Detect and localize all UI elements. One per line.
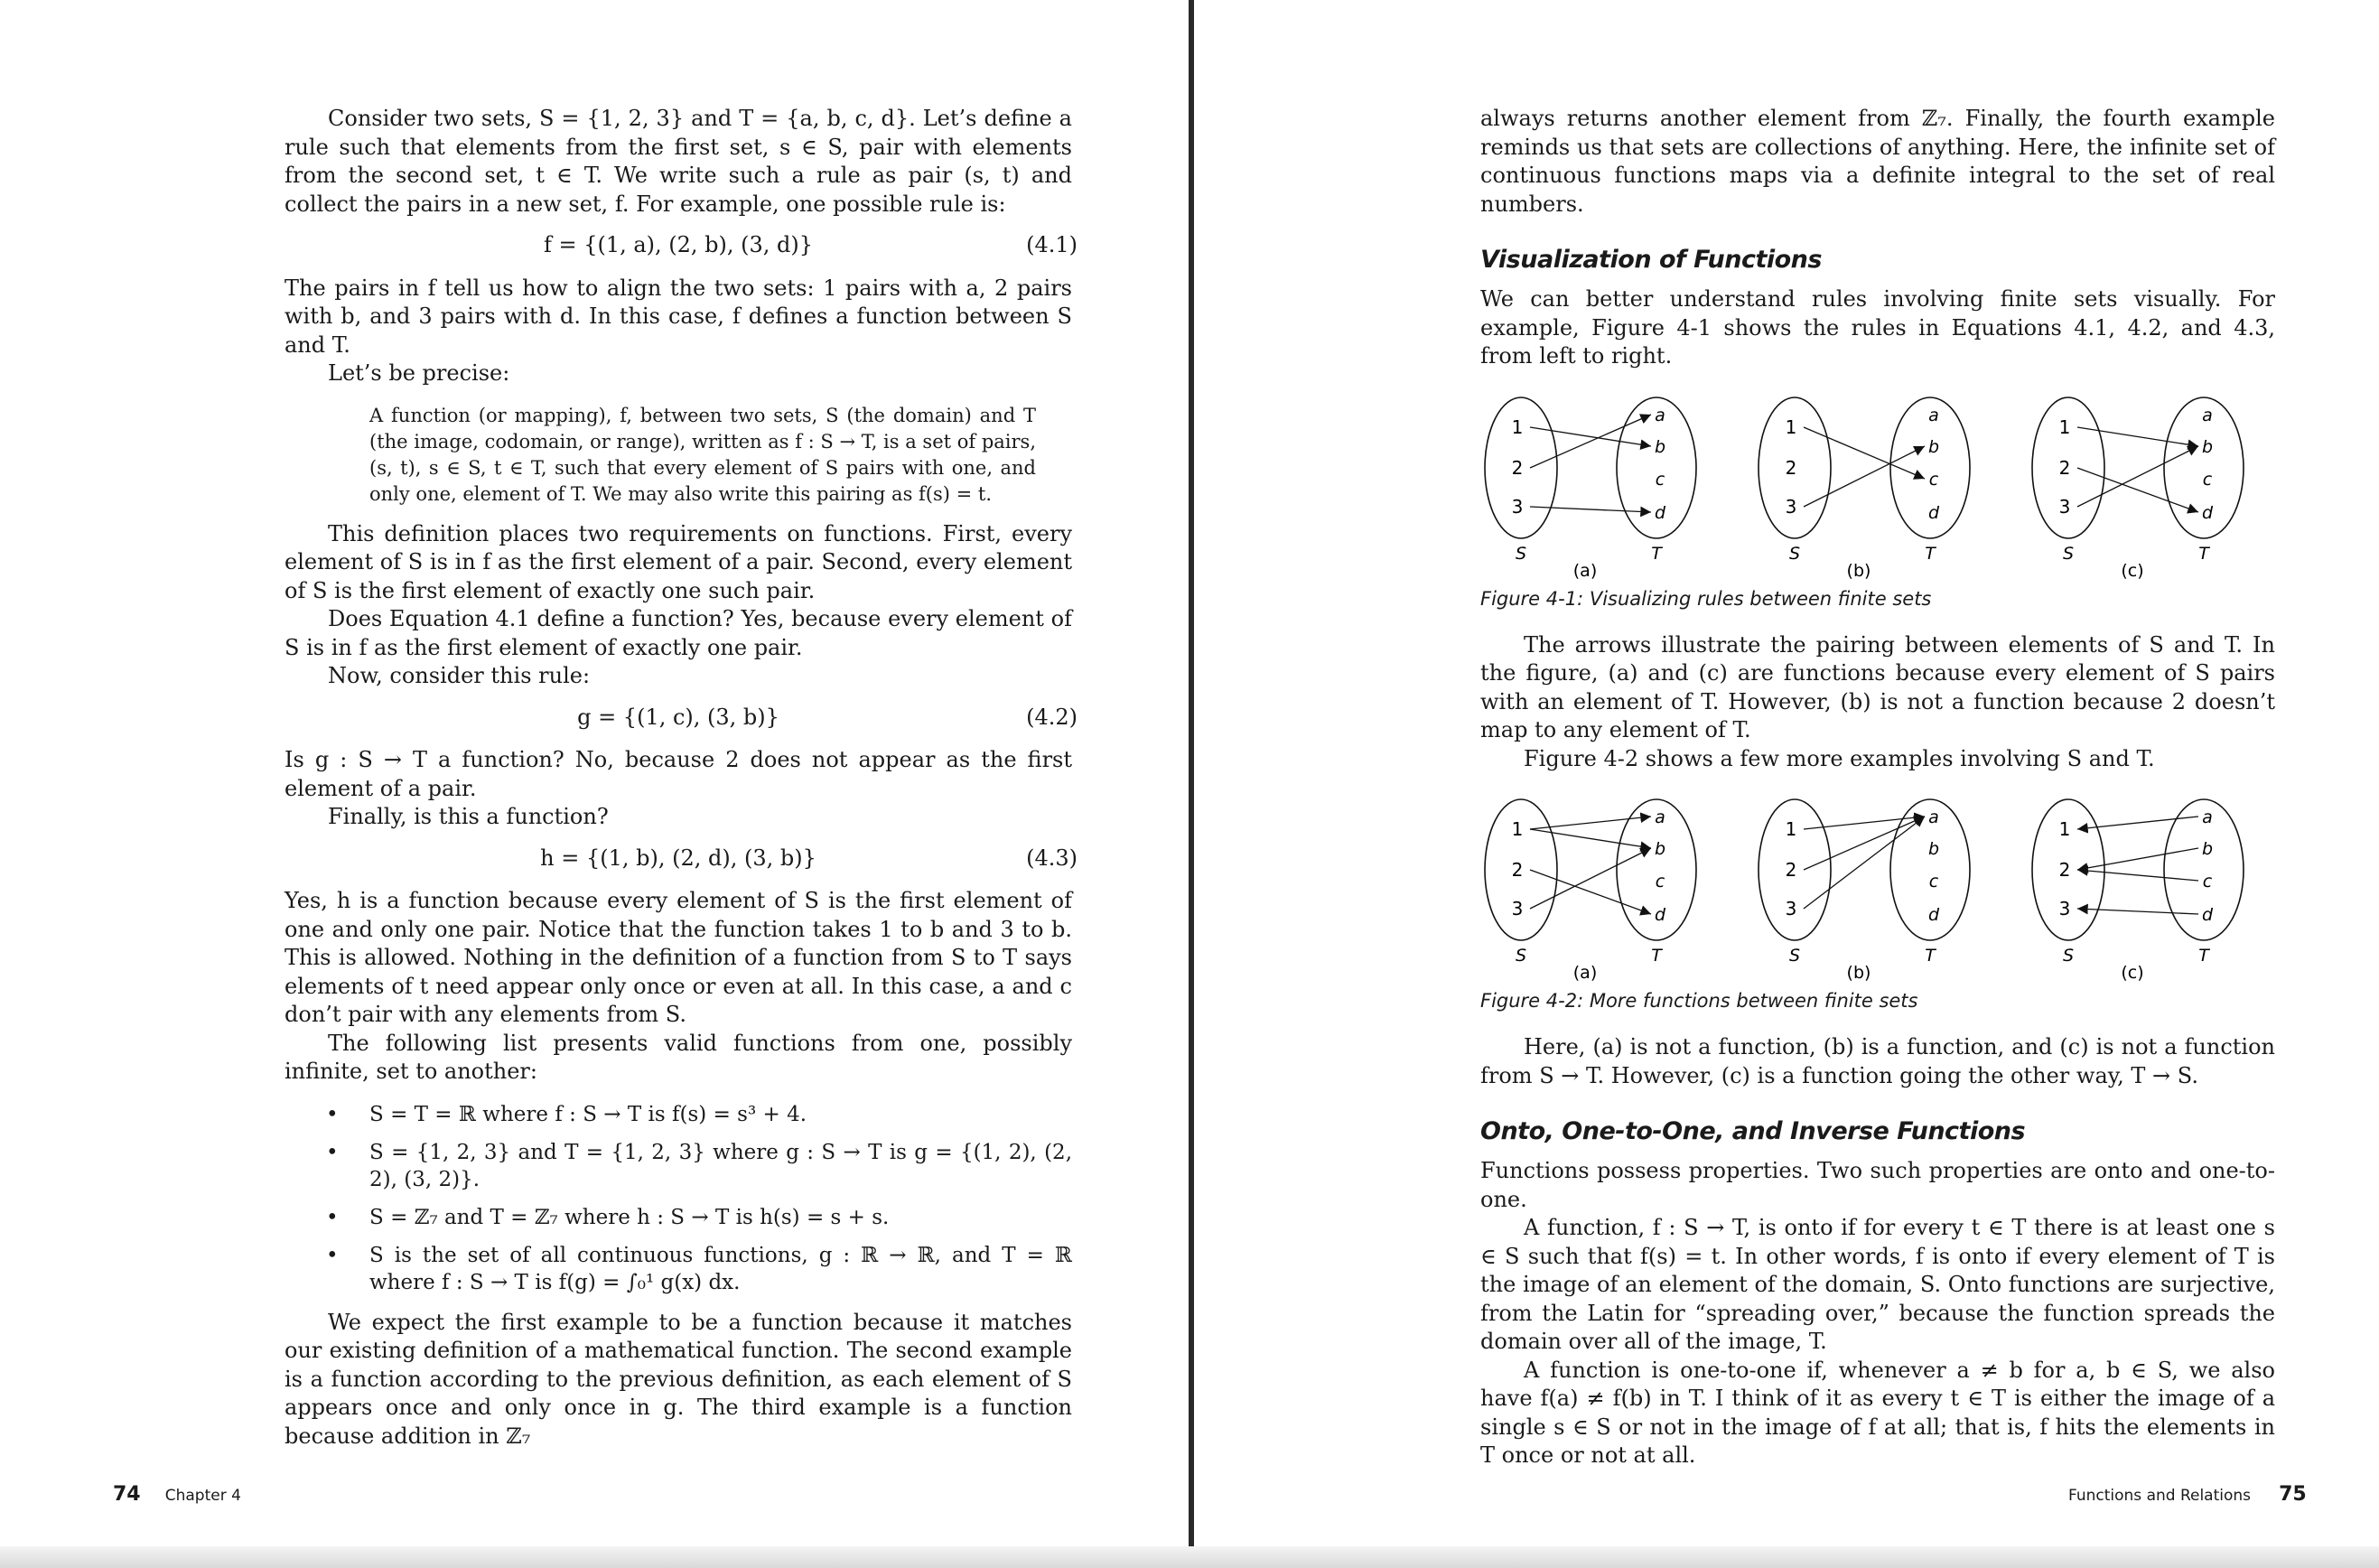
paragraph: A function is one-to-one if, whenever a ≠ b for a, b ∈ S, we also have f(a) ≠ f(b) in T. I think of it as every t ∈ T is either the image of a single s ∈ S or not in the image of f at all; that is, f hits the elements in T once or not at all.	[1480, 1357, 2275, 1468]
domain-set-label: S	[2062, 946, 2075, 966]
panel-label: (a)	[1572, 560, 1598, 581]
diagram-panel	[1485, 397, 1696, 581]
figure-caption: Figure 4-2: More functions between finite sets	[1480, 990, 1918, 1012]
domain-element-label: 2	[1785, 456, 1797, 479]
function-examples-list	[285, 1101, 1072, 1296]
codomain-set-label: T	[1651, 543, 1662, 564]
paragraph: Is g : S → T a function? No, because 2 does not appear as the first element of a pair.	[285, 747, 1072, 801]
domain-set-label: S	[1515, 543, 1527, 564]
list-item: • S = ℤ₇ and T = ℤ₇ where h : S → T is h(s) = s + s.	[369, 1204, 1072, 1231]
domain-element-label: 2	[2058, 859, 2071, 881]
codomain-element-label: a	[1928, 807, 1939, 827]
right-text-column	[1480, 105, 2275, 1470]
paragraph: The following list presents valid functions from one, possibly infinite, set to another:	[285, 1030, 1072, 1084]
mapping-arrow	[2077, 427, 2198, 446]
equation-expression: g = {(1, c), (3, b)}	[577, 704, 779, 730]
domain-element-label: 1	[1785, 818, 1797, 840]
mapping-arrow	[1530, 829, 1651, 848]
running-head: Functions and Relations	[2068, 1487, 2252, 1505]
figure-4-1	[1480, 391, 2275, 581]
paragraph: We can better understand rules involving finite sets visually. For example, Figure 4-1 shows the rules in Equations 4.1, 4.2, and 4.3, from left to right.	[1480, 286, 2275, 369]
domain-element-label: 3	[2058, 495, 2071, 518]
codomain-element-label: c	[1655, 469, 1665, 490]
mapping-arrow	[1804, 427, 1925, 479]
equation-4-3	[285, 845, 1078, 873]
paragraph: The arrows illustrate the pairing between elements of S and T. In the figure, (a) and (c) are functions because every element of S pairs with an element of T. However, (b) is not a function because 2 doesn’t map to any element of T.	[1480, 631, 2275, 742]
diagram-panel	[1759, 397, 1970, 581]
domain-element-label: 2	[1785, 859, 1797, 881]
codomain-element-label: b	[1927, 436, 1940, 457]
codomain-set-label: T	[2198, 543, 2209, 564]
mapping-arrow	[1530, 848, 1651, 909]
paragraph: Functions possess properties. Two such properties are onto and one-to-one.	[1480, 1158, 2275, 1212]
paragraph: Consider two sets, S = {1, 2, 3} and T = {a, b, c, d}. Let’s define a rule such that elements from the first set, s ∈ S, pair with elements from the second set, t ∈ T. We write such a rule as pair (s, t) and collect the pairs in a new set, f. For example, one possible rule is:	[285, 106, 1072, 217]
right-page	[1194, 0, 2379, 1568]
equation-number: (4.2)	[1026, 704, 1078, 730]
figure-4-2	[1480, 793, 2275, 983]
paragraph: Finally, is this a function?	[328, 804, 609, 829]
domain-element-label: 2	[2058, 456, 2071, 479]
codomain-element-label: d	[1654, 502, 1666, 523]
codomain-element-label: d	[1927, 502, 1940, 523]
page-number: 74	[113, 1483, 141, 1506]
right-footer	[2068, 1483, 2307, 1506]
mapping-arrow	[1530, 870, 1651, 914]
left-page	[0, 0, 1189, 1568]
paragraph: A function, f : S → T, is onto if for every t ∈ T there is at least one s ∈ S such that f(s) = t. In other words, f is onto if every element of T is the image of an element of the domain, S. Onto functions are surjective, from the Latin for “spreading over,” because the function spreads the domain over all of the image, T.	[1480, 1215, 2275, 1354]
mapping-arrow	[1530, 507, 1651, 512]
codomain-element-label: b	[2201, 839, 2214, 859]
domain-element-label: 3	[1785, 898, 1797, 919]
codomain-element-label: c	[1928, 872, 1939, 891]
figure-caption: Figure 4-1: Visualizing rules between finite sets	[1480, 587, 1932, 610]
diagram-panel	[1759, 799, 1970, 983]
diagram-panel	[2032, 799, 2244, 983]
codomain-element-label: c	[1928, 469, 1939, 490]
domain-set-label: S	[1788, 946, 1801, 966]
paragraph: always returns another element from ℤ₇. Finally, the fourth example reminds us that sets are collections of anything. Here, the infinite set of continuous functions maps via a definite integral to the set of real numbers.	[1480, 106, 2275, 217]
definition-block: A function (or mapping), f, between two sets, S (the domain) and T (the image, codomain, or range), written as f : S → T, is a set of pairs, (s, t), s ∈ S, t ∈ T, such that every element of S pairs with one, and only one, element of T. We may also write this pairing as f(s) = t.	[369, 404, 1036, 505]
panel-label: (c)	[2121, 963, 2144, 983]
codomain-set-label: T	[1651, 946, 1662, 966]
page-bottom-shadow	[0, 1546, 2379, 1568]
domain-element-label: 3	[1511, 495, 1524, 518]
mapping-arrow	[2077, 468, 2198, 512]
mapping-arrow	[1804, 817, 1925, 909]
mapping-arrow	[2077, 848, 2198, 870]
mapping-arrow	[2077, 870, 2198, 881]
codomain-element-label: c	[2202, 872, 2213, 891]
panel-label: (a)	[1572, 963, 1598, 983]
panel-label: (c)	[2121, 560, 2144, 581]
codomain-element-label: c	[2202, 469, 2213, 490]
domain-element-label: 3	[2058, 898, 2071, 919]
codomain-element-label: d	[1927, 905, 1940, 925]
codomain-element-label: b	[2201, 436, 2214, 457]
codomain-element-label: b	[1927, 839, 1940, 859]
mapping-arrow	[1804, 446, 1925, 507]
codomain-element-label: a	[2202, 807, 2213, 827]
paragraph: Now, consider this rule:	[328, 663, 591, 688]
domain-element-label: 3	[1785, 495, 1797, 518]
paragraph: Does Equation 4.1 define a function? Yes, because every element of S is in f as the first element of exactly one pair.	[285, 606, 1072, 660]
equation-expression: h = {(1, b), (2, d), (3, b)}	[540, 845, 816, 871]
domain-set-label: S	[1515, 946, 1527, 966]
paragraph: The pairs in f tell us how to align the two sets: 1 pairs with a, 2 pairs with b, and 3 pairs with d. In this case, f defines a function between S and T.	[285, 275, 1072, 358]
domain-set-label: S	[1788, 543, 1801, 564]
mapping-arrow	[2077, 909, 2198, 914]
paragraph: Yes, h is a function because every element of S is the first element of one and only one pair. Notice that the function takes 1 to b and 3 to b. This is allowed. Nothing in the definition of a function from S to T says elements of t need appear only once or even at all. In this case, a and c don’t pair with any elements from S.	[285, 888, 1072, 1027]
section-heading: Visualization of Functions	[1480, 246, 1822, 274]
codomain-element-label: c	[1655, 872, 1665, 891]
codomain-element-label: a	[1928, 405, 1939, 425]
codomain-set-label: T	[1925, 543, 1936, 564]
domain-element-label: 1	[2058, 818, 2071, 840]
left-footer	[113, 1483, 241, 1506]
domain-element-label: 2	[1511, 859, 1524, 881]
equation-number: (4.1)	[1026, 232, 1078, 257]
page-number: 75	[2279, 1483, 2307, 1506]
equation-expression: f = {(1, a), (2, b), (3, d)}	[543, 232, 814, 257]
diagram-panel	[2032, 397, 2244, 581]
codomain-element-label: a	[1655, 807, 1665, 827]
mapping-arrow	[2077, 446, 2198, 507]
panel-label: (b)	[1846, 560, 1871, 581]
chapter-label: Chapter 4	[164, 1487, 241, 1505]
codomain-element-label: a	[1655, 405, 1665, 425]
list-item: • S = {1, 2, 3} and T = {1, 2, 3} where g : S → T is g = {(1, 2), (2, 2), (3, 2)}.	[369, 1139, 1072, 1193]
domain-element-label: 1	[1511, 818, 1524, 840]
codomain-element-label: d	[1654, 905, 1666, 925]
domain-element-label: 1	[1511, 415, 1524, 438]
list-item: • S is the set of all continuous functions, g : ℝ → ℝ, and T = ℝ where f : S → T is f(g) = ∫₀¹ g(x) dx.	[369, 1242, 1072, 1296]
list-item: • S = T = ℝ where f : S → T is f(s) = s³ + 4.	[369, 1101, 1072, 1128]
codomain-element-label: d	[2201, 502, 2214, 523]
left-text-column	[285, 105, 1078, 1451]
codomain-element-label: b	[1654, 839, 1666, 859]
mapping-diagram	[1480, 391, 2275, 581]
codomain-element-label: d	[2201, 905, 2214, 925]
paragraph: This definition places two requirements on functions. First, every element of S is in f as the first element of a pair. Second, every element of S is the first element of exactly one such pair.	[285, 520, 1072, 603]
codomain-set-label: T	[1925, 946, 1936, 966]
section-heading: Onto, One-to-One, and Inverse Functions	[1480, 1117, 2026, 1145]
codomain-element-label: a	[2202, 405, 2213, 425]
diagram-panel	[1485, 799, 1696, 983]
equation-number: (4.3)	[1026, 845, 1078, 871]
domain-element-label: 2	[1511, 456, 1524, 479]
codomain-set-label: T	[2198, 946, 2209, 966]
codomain-element-label: b	[1654, 436, 1666, 457]
mapping-arrow	[1530, 427, 1651, 446]
domain-element-label: 1	[1785, 415, 1797, 438]
domain-element-label: 1	[2058, 415, 2071, 438]
domain-element-label: 3	[1511, 898, 1524, 919]
domain-set-label: S	[2062, 543, 2075, 564]
paragraph: Figure 4-2 shows a few more examples involving S and T.	[1524, 745, 2155, 771]
paragraph: We expect the first example to be a function because it matches our existing definition of a mathematical function. The second example is a function according to the previous definition, as each element of S appears once and only once in g. The third example is a function because addition in ℤ₇	[285, 1309, 1072, 1449]
paragraph: Let’s be precise:	[328, 360, 510, 386]
panel-label: (b)	[1846, 963, 1871, 983]
paragraph: Here, (a) is not a function, (b) is a function, and (c) is not a function from S → T. However, (c) is a function going the other way, T → S.	[1480, 1034, 2275, 1088]
mapping-diagram	[1480, 793, 2275, 983]
equation-4-2	[285, 704, 1078, 733]
equation-4-1	[285, 231, 1078, 260]
